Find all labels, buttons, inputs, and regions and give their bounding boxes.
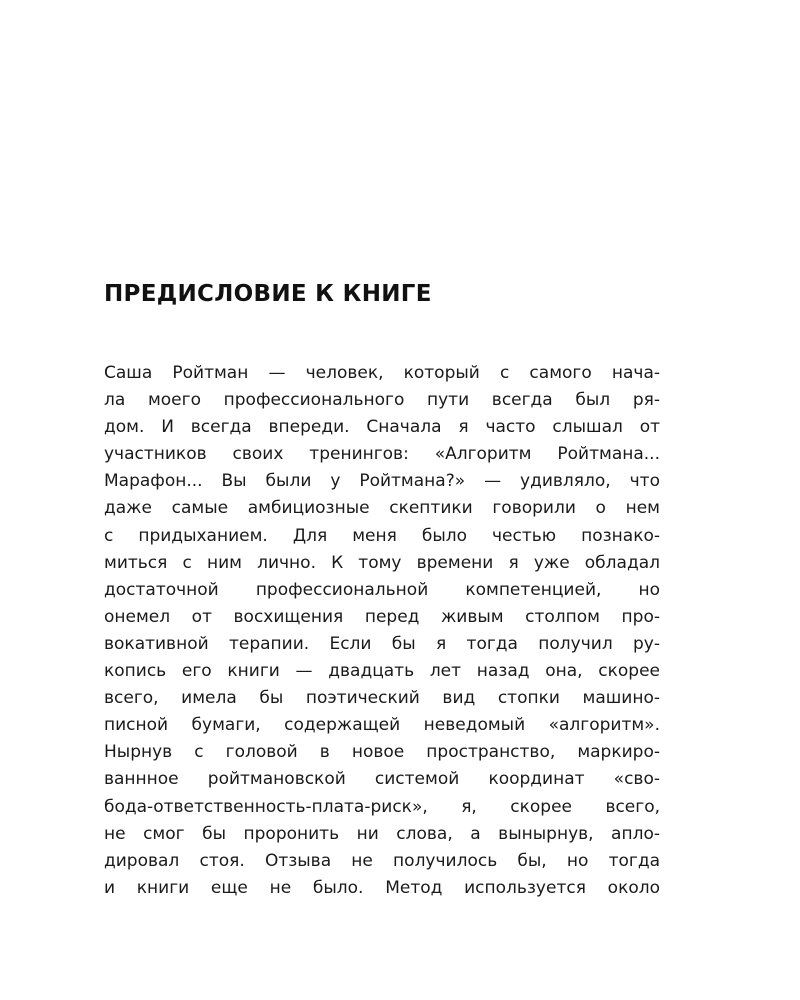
text-line: участников своих тренингов: «Алгоритм Ройтмана... <box>104 444 660 465</box>
text-line: с придыханием. Для меня было честью познако- <box>104 525 660 546</box>
text-line: не смог бы проронить ни слова, а вынырнув, апло- <box>104 823 660 844</box>
text-line: копись его книги — двадцать лет назад она, скорее <box>104 661 660 682</box>
text-line: Саша Ройтман — человек, который с самого нача- <box>104 363 660 383</box>
text-line: бода-ответственность-плата-риск», я, скорее всего, <box>104 796 660 817</box>
text-line: ла моего профессионального пути всегда был ря- <box>104 390 660 411</box>
text-line: даже самые амбициозные скептики говорили о нем <box>104 498 660 519</box>
chapter-heading: ПРЕДИСЛОВИЕ К КНИГЕ <box>104 281 432 307</box>
text-line: достаточной профессиональной компетенцией, но <box>104 579 660 600</box>
text-line: и книги еще не было. Метод используется около <box>104 877 660 898</box>
text-line: миться с ним лично. К тому времени я уже обладал <box>104 552 660 573</box>
text-line: вокативной терапии. Если бы я тогда получил ру- <box>104 633 660 654</box>
body-paragraph <box>104 360 660 902</box>
text-line: всего, имела бы поэтический вид стопки машино- <box>104 688 660 709</box>
text-line: дом. И всегда впереди. Сначала я часто слышал от <box>104 417 660 438</box>
text-line: дировал стоя. Отзыва не получилось бы, но тогда <box>104 850 660 871</box>
text-line: онемел от восхищения перед живым столпом про- <box>104 606 660 627</box>
text-line: ваннное ройтмановской системой координат «сво- <box>104 769 660 790</box>
text-line: Нырнув с головой в новое пространство, маркиро- <box>104 742 660 763</box>
text-line: писной бумаги, содержащей неведомый «алгоритм». <box>104 715 660 736</box>
text-line: Марафон... Вы были у Ройтмана?» — удивляло, что <box>104 471 660 492</box>
